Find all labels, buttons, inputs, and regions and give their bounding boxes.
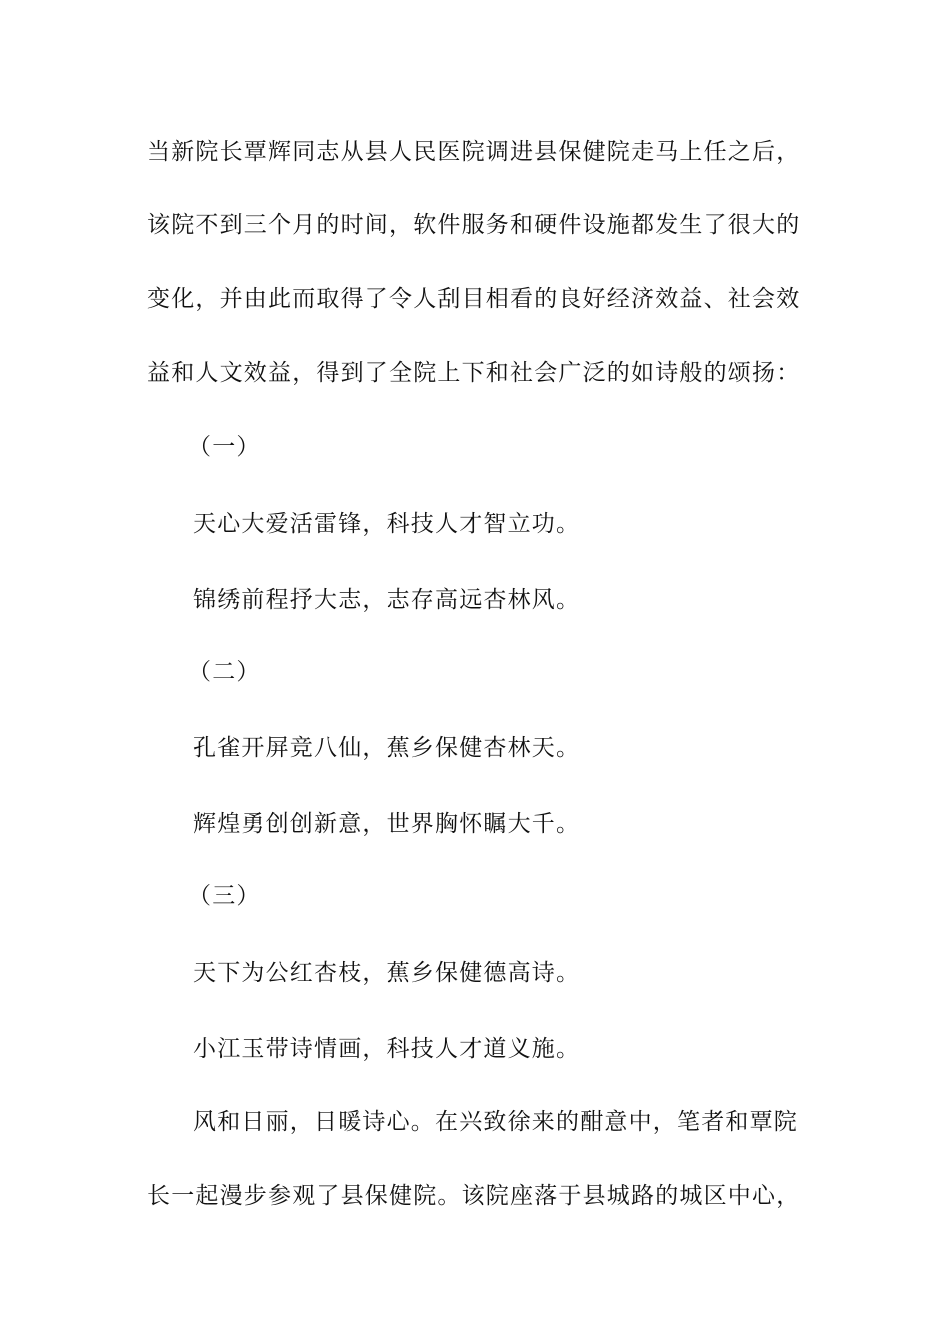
poem-line: 小江玉带诗情画，科技人才道义施。 — [193, 1036, 581, 1062]
paragraph-line: 当新院长覃辉同志从县人民医院调进县保健院走马上任之后， — [147, 139, 801, 165]
paragraph-line: 风和日丽，日暖诗心。在兴致徐来的酣意中，笔者和覃院 — [193, 1109, 798, 1135]
poem-line: 天下为公红杏枝，蕉乡保健德高诗。 — [193, 960, 581, 986]
poem-heading: （二） — [188, 659, 261, 685]
paragraph-line: 益和人文效益，得到了全院上下和社会广泛的如诗般的颂扬： — [147, 360, 801, 386]
poem-line: 辉煌勇创创新意，世界胸怀瞩大千。 — [193, 811, 581, 837]
paragraph-line: 该院不到三个月的时间，软件服务和硬件设施都发生了很大的 — [147, 212, 801, 238]
poem-line: 锦绣前程抒大志，志存高远杏林风。 — [193, 587, 581, 613]
poem-heading: （一） — [188, 434, 261, 460]
poem-line: 孔雀开屏竞八仙，蕉乡保健杏林天。 — [193, 735, 581, 761]
poem-heading: （三） — [188, 883, 261, 909]
paragraph-line: 变化，并由此而取得了令人刮目相看的良好经济效益、社会效 — [147, 286, 801, 312]
poem-line: 天心大爱活雷锋，科技人才智立功。 — [193, 511, 581, 537]
paragraph-line: 长一起漫步参观了县保健院。该院座落于县城路的城区中心， — [147, 1183, 801, 1209]
